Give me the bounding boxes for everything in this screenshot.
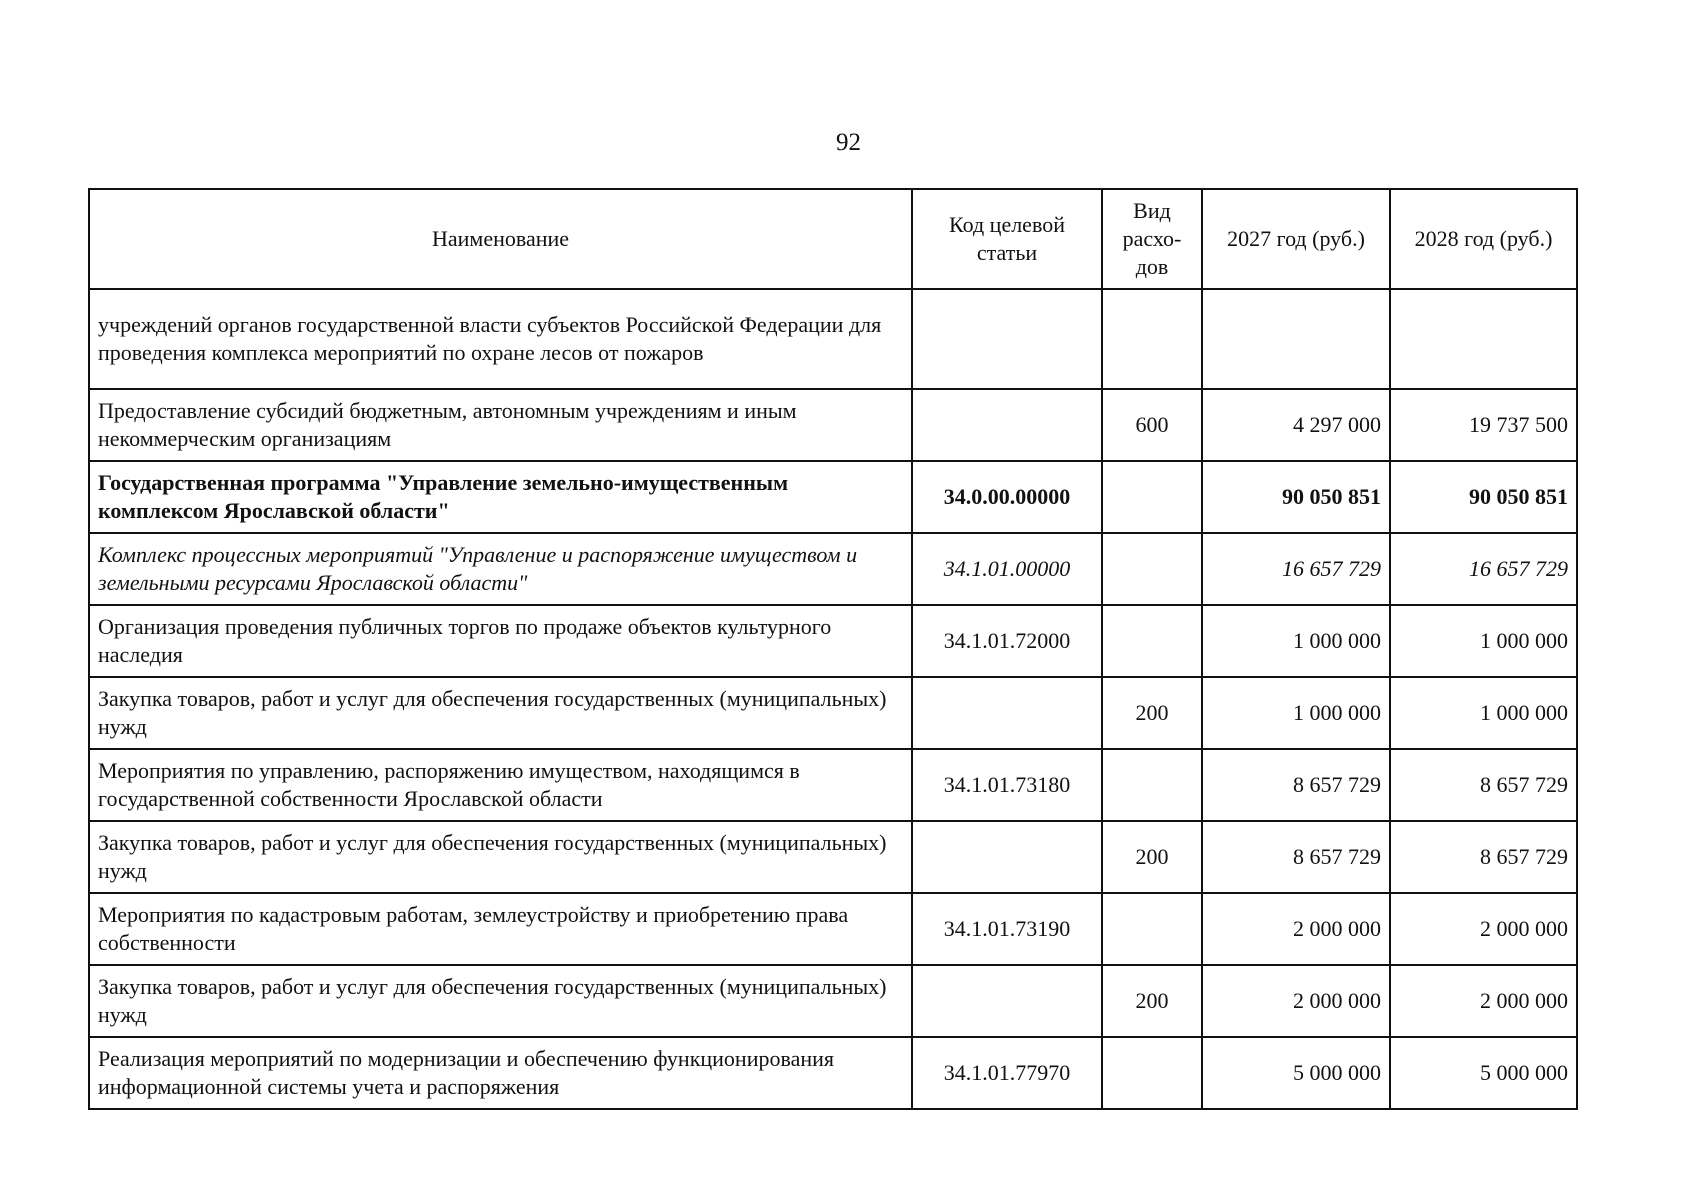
cell-type (1102, 605, 1202, 677)
cell-2027: 2 000 000 (1202, 893, 1390, 965)
cell-name: Закупка товаров, работ и услуг для обеспечения государственных (муниципальных) нужд (89, 677, 912, 749)
cell-type (1102, 749, 1202, 821)
cell-2028: 16 657 729 (1390, 533, 1577, 605)
cell-2027: 5 000 000 (1202, 1037, 1390, 1109)
cell-name: Закупка товаров, работ и услуг для обеспечения государственных (муниципальных) нужд (89, 821, 912, 893)
cell-2028 (1390, 289, 1577, 389)
header-name: Наименование (89, 189, 912, 289)
cell-name: Закупка товаров, работ и услуг для обеспечения государственных (муниципальных) нужд (89, 965, 912, 1037)
cell-name: учреждений органов государственной власти субъектов Российской Федерации для проведения комплекса мероприятий по охране лесов от пожаров (89, 289, 912, 389)
cell-code: 34.1.01.00000 (912, 533, 1102, 605)
cell-2028: 19 737 500 (1390, 389, 1577, 461)
cell-code: 34.1.01.73190 (912, 893, 1102, 965)
cell-2028: 5 000 000 (1390, 1037, 1577, 1109)
cell-name: Предоставление субсидий бюджетным, автономным учреждениям и иным некоммерческим организациям (89, 389, 912, 461)
cell-2027: 8 657 729 (1202, 821, 1390, 893)
table-row (89, 749, 1577, 821)
cell-2028: 8 657 729 (1390, 749, 1577, 821)
table-row (89, 893, 1577, 965)
cell-code (912, 821, 1102, 893)
page-number: 92 (836, 129, 861, 156)
cell-type (1102, 533, 1202, 605)
cell-name: Организация проведения публичных торгов по продаже объектов культурного наследия (89, 605, 912, 677)
cell-type (1102, 1037, 1202, 1109)
cell-2027: 8 657 729 (1202, 749, 1390, 821)
cell-name: Реализация мероприятий по модернизации и обеспечению функционирования информационной системы учета и распоряжения (89, 1037, 912, 1109)
cell-code (912, 965, 1102, 1037)
header-2027: 2027 год (руб.) (1202, 189, 1390, 289)
table-row (89, 605, 1577, 677)
cell-name: Мероприятия по управлению, распоряжению имуществом, находящимся в государственной собственности Ярославской области (89, 749, 912, 821)
header-type: Вид расхо-дов (1102, 189, 1202, 289)
cell-2027 (1202, 289, 1390, 389)
cell-code: 34.1.01.77970 (912, 1037, 1102, 1109)
cell-code: 34.1.01.73180 (912, 749, 1102, 821)
cell-2027: 90 050 851 (1202, 461, 1390, 533)
cell-type (1102, 893, 1202, 965)
table-header-row (89, 189, 1577, 289)
budget-table (88, 188, 1578, 1110)
cell-name: Мероприятия по кадастровым работам, землеустройству и приобретению права собственности (89, 893, 912, 965)
table-row (89, 677, 1577, 749)
header-code: Код целевой статьи (912, 189, 1102, 289)
cell-type (1102, 289, 1202, 389)
cell-type: 600 (1102, 389, 1202, 461)
table-row (89, 821, 1577, 893)
cell-type (1102, 461, 1202, 533)
table-row (89, 289, 1577, 389)
cell-name: Государственная программа "Управление земельно-имущественным комплексом Ярославской области" (89, 461, 912, 533)
cell-2027: 2 000 000 (1202, 965, 1390, 1037)
cell-2027: 1 000 000 (1202, 677, 1390, 749)
cell-code: 34.1.01.72000 (912, 605, 1102, 677)
cell-code (912, 677, 1102, 749)
cell-2027: 4 297 000 (1202, 389, 1390, 461)
cell-code: 34.0.00.00000 (912, 461, 1102, 533)
cell-2027: 1 000 000 (1202, 605, 1390, 677)
cell-2028: 2 000 000 (1390, 965, 1577, 1037)
table-row (89, 533, 1577, 605)
cell-2028: 2 000 000 (1390, 893, 1577, 965)
cell-2028: 1 000 000 (1390, 677, 1577, 749)
cell-name: Комплекс процессных мероприятий "Управление и распоряжение имуществом и земельными ресурсами Ярославской области" (89, 533, 912, 605)
cell-type: 200 (1102, 677, 1202, 749)
cell-2028: 90 050 851 (1390, 461, 1577, 533)
cell-2028: 1 000 000 (1390, 605, 1577, 677)
table-row (89, 1037, 1577, 1109)
cell-2027: 16 657 729 (1202, 533, 1390, 605)
table-row (89, 965, 1577, 1037)
cell-type: 200 (1102, 965, 1202, 1037)
cell-2028: 8 657 729 (1390, 821, 1577, 893)
cell-code (912, 389, 1102, 461)
cell-type: 200 (1102, 821, 1202, 893)
table-row (89, 389, 1577, 461)
table-row (89, 461, 1577, 533)
header-2028: 2028 год (руб.) (1390, 189, 1577, 289)
cell-code (912, 289, 1102, 389)
